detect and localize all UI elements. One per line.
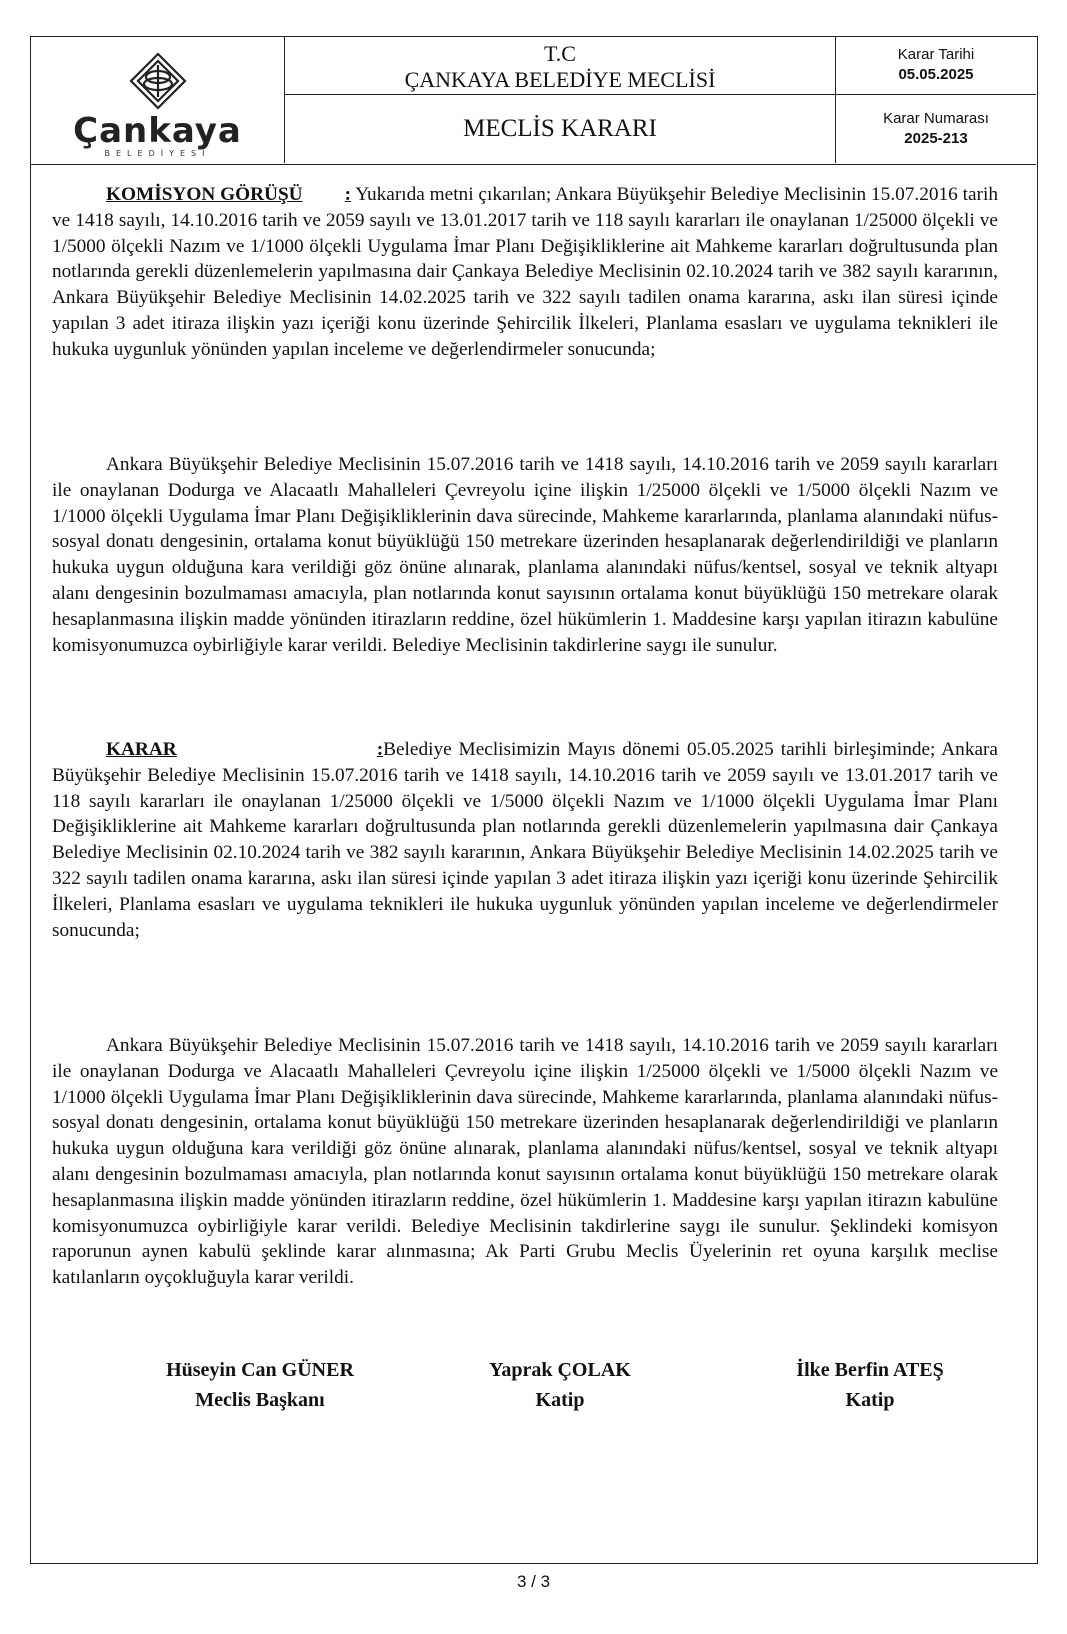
decision-colon: : [376, 739, 384, 760]
decision-paragraph-1 [52, 737, 998, 943]
issuer-line-council: ÇANKAYA BELEDİYE MECLİSİ [404, 67, 716, 92]
page-number: 3 / 3 [516, 1572, 551, 1591]
document-title: MECLİS KARARI [285, 95, 836, 163]
issuer-line-tc: T.C [544, 41, 576, 66]
signatory-name: İlke Berfin ATEŞ [796, 1359, 944, 1381]
signature-chairman [120, 1355, 400, 1415]
commission-opinion-colon: : [344, 184, 352, 205]
signature-clerk-2 [730, 1355, 1010, 1415]
logo-subtitle: BELEDİYESİ [104, 149, 211, 158]
commission-opinion-label: KOMİSYON GÖRÜŞÜ [106, 184, 303, 205]
signatory-name: Hüseyin Can GÜNER [166, 1359, 354, 1381]
commission-opinion-paragraph-2: Ankara Büyükşehir Belediye Meclisinin 15.07.2016 tarih ve 1418 sayılı, 14.10.2016 tarih ve 2059 sayılı kararları ile onaylanan Dodurga ve Alacaatlı Mahalleleri Çevreyolu içine ilişkin 1/25000 ölçekli ve 1/5000 ölçekli Nazım ve 1/1000 ölçekli Uygulama İmar Planı Değişikliklerinin dava sürecinde, Mahkeme kararlarında, planlama alanındaki nüfus-sosyal donatı dengesinin, ortalama konut büyüklüğü 150 metrekare üzerinden hesaplanarak değerlendirildiği ve planların hukuka uygun olduğuna kara verildiği göz önüne alınarak, planlama alanındaki nüfus/kentsel, sosyal ve teknik altyapı alanı dengesinin bozulmaması amacıyla, plan notlarında konut sayısının ortalama konut büyüklüğü 150 metrekare olarak hesaplanmasına ilişkin madde yönünden itirazların reddine, özel hükümlerin 1. Maddesine karşı yapılan itirazın kabulüne komisyonumuzca oybirliğiyle karar verildi. Belediye Meclisinin takdirlerine saygı ile sunulur. [52, 454, 998, 656]
decision-label: KARAR [106, 739, 177, 760]
signatory-role: Katip [535, 1389, 585, 1411]
signature-clerk-1 [420, 1355, 700, 1415]
signatory-role: Meclis Başkanı [195, 1389, 325, 1411]
municipality-logo [31, 37, 285, 163]
issuer-block [285, 37, 836, 95]
logo-wordmark: Çankaya [73, 111, 242, 151]
document-header [31, 37, 1036, 165]
decision-date-cell [836, 37, 1036, 95]
decision-number-cell [836, 95, 1036, 163]
commission-opinion-text-1: Yukarıda metni çıkarılan; Ankara Büyükşehir Belediye Meclisinin 15.07.2016 tarih ve 1418 sayılı, 14.10.2016 tarih ve 2059 sayılı ve 13.01.2017 tarih ve 118 sayılı kararları ile onaylanan 1/25000 ölçekli ve 1/5000 ölçekli Nazım ve 1/1000 ölçekli Uygulama İmar Planı Değişikliklerine ait Mahkeme kararları doğrultusunda plan notlarında gerekli düzenlemelerin yapılmasına dair Çankaya Belediye Meclisinin 02.10.2024 tarih ve 382 sayılı kararının, Ankara Büyükşehir Belediye Meclisinin 14.02.2025 tarih ve 322 sayılı tadilen onama kararına, askı ilan süresi içinde yapılan 3 adet itiraza ilişkin yazı içeriği konu üzerinde Şehircilik İlkeleri, Planlama esasları ve uygulama teknikleri ile hukuka uygunluk yönünden yapılan inceleme ve değerlendirmeler sonucunda; [52, 184, 998, 360]
signatory-name: Yaprak ÇOLAK [489, 1359, 631, 1381]
decision-date-value: 05.05.2025 [898, 66, 974, 83]
decision-paragraph-2: Ankara Büyükşehir Belediye Meclisinin 15.07.2016 tarih ve 1418 sayılı, 14.10.2016 tarih ve 2059 sayılı kararları ile onaylanan Dodurga ve Alacaatlı Mahalleleri Çevreyolu içine ilişkin 1/25000 ölçekli ve 1/5000 ölçekli Nazım ve 1/1000 ölçekli Uygulama İmar Planı Değişikliklerinin dava sürecinde, Mahkeme kararlarında, planlama alanındaki nüfus-sosyal donatı dengesinin, ortalama konut büyüklüğü 150 metrekare üzerinden hesaplanarak değerlendirildiği ve planların hukuka uygun olduğuna kara verildiği göz önüne alınarak, planlama alanındaki nüfus/kentsel, sosyal ve teknik altyapı alanı dengesinin bozulmaması amacıyla, plan notlarında konut sayısının ortalama konut büyüklüğü 150 metrekare olarak hesaplanmasına ilişkin madde yönünden itirazların reddine, özel hükümlerin 1. Maddesine karşı yapılan itirazın kabulüne komisyonumuzca oybirliğiyle karar verildi. Belediye Meclisinin takdirlerine saygı ile sunulur. Şeklindeki komisyon raporunun aynen kabulü şeklinde karar alınmasına; Ak Parti Grubu Meclis Üyelerinin ret oyuna karşılık meclise katılanların oyçokluğuyla karar verildi. [52, 1035, 998, 1289]
decision-text-1: Belediye Meclisimizin Mayıs dönemi 05.05.2025 tarihli birleşiminde; Ankara Büyükşehir Belediye Meclisinin 15.07.2016 tarih ve 1418 sayılı, 14.10.2016 tarih ve 2059 sayılı ve 13.01.2017 tarih ve 118 sayılı kararları ile onaylanan 1/25000 ölçekli ve 1/5000 ölçekli Nazım ve 1/1000 ölçekli Uygulama İmar Planı Değişikliklerine ait Mahkeme kararları doğrultusunda plan notlarında gerekli düzenlemelerin yapılmasına dair Çankaya Belediye Meclisinin 02.10.2024 tarih ve 382 sayılı kararının, Ankara Büyükşehir Belediye Meclisinin 14.02.2025 tarih ve 322 sayılı tadilen onama kararına, askı ilan süresi içinde yapılan 3 adet itiraza ilişkin yazı içeriği konu üzerinde Şehircilik İlkeleri, Planlama esasları ve uygulama teknikleri ile hukuka uygunluk yönünden yapılan inceleme ve değerlendirmeler sonucunda; [52, 739, 998, 941]
signatory-role: Katip [845, 1389, 895, 1411]
cankaya-emblem-icon [127, 51, 189, 113]
commission-opinion-paragraph-1 [52, 182, 998, 363]
decision-date-label: Karar Tarihi [897, 46, 975, 63]
decision-number-value: 2025-213 [904, 130, 968, 147]
decision-number-label: Karar Numarası [883, 110, 989, 127]
